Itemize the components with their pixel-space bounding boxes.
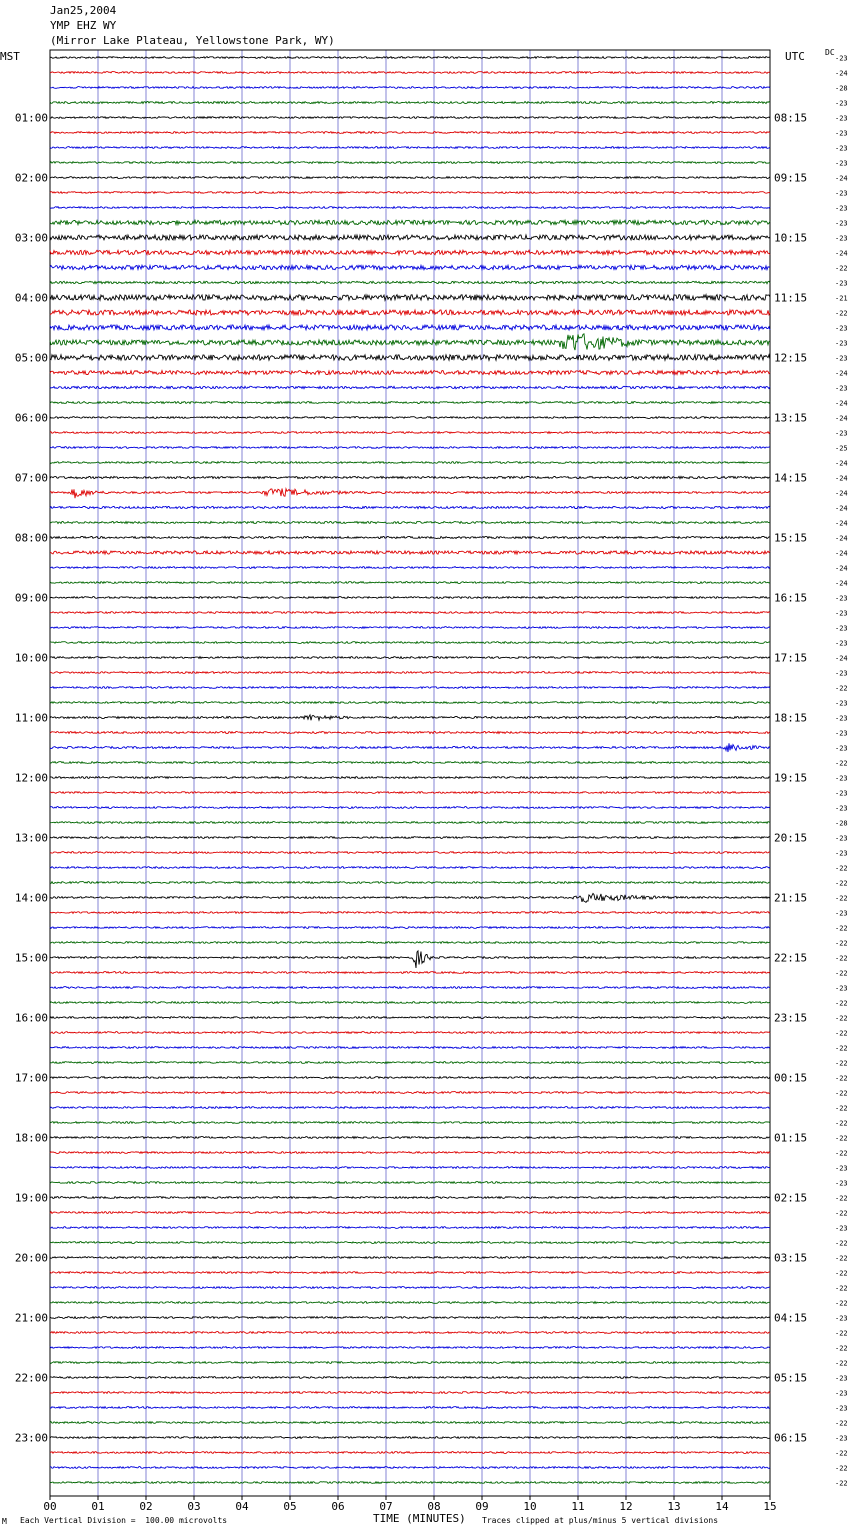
dc-offset-label: -23 xyxy=(835,1374,848,1383)
trace-line xyxy=(50,476,770,478)
dc-offset-label: -23 xyxy=(835,1389,848,1398)
clip-note: Traces clipped at plus/minus 5 vertical divisions xyxy=(482,1516,719,1525)
trace-line xyxy=(50,1362,770,1364)
dc-offset-label: -22 xyxy=(835,1269,848,1278)
dc-offset-label: -22 xyxy=(835,1119,848,1128)
mst-time-label: 20:00 xyxy=(14,1251,48,1265)
x-tick-label: 14 xyxy=(715,1500,729,1513)
dc-offset-label: -22 xyxy=(835,954,848,963)
utc-time-label: 03:15 xyxy=(774,1251,808,1265)
trace-line xyxy=(50,837,770,839)
utc-time-label: 16:15 xyxy=(774,591,808,605)
utc-time-label: 01:15 xyxy=(774,1131,808,1145)
trace-line xyxy=(50,506,770,508)
dc-offset-label: -22 xyxy=(835,1239,848,1248)
dc-offset-label: -24 xyxy=(835,414,848,423)
mst-time-label: 03:00 xyxy=(14,231,48,245)
x-tick-label: 06 xyxy=(331,1500,345,1513)
utc-time-label: 04:15 xyxy=(774,1311,808,1325)
mst-time-label: 18:00 xyxy=(14,1131,48,1145)
dc-offset-label: -23 xyxy=(835,144,848,153)
dc-offset-label: -24 xyxy=(835,504,848,513)
dc-offset-label: -23 xyxy=(835,834,848,843)
trace-line xyxy=(50,1167,770,1169)
trace-line xyxy=(50,1272,770,1274)
utc-time-label: 09:15 xyxy=(774,171,808,185)
dc-offset-label: -23 xyxy=(835,729,848,738)
dc-offset-label: -23 xyxy=(835,324,848,333)
trace-line xyxy=(50,1242,770,1244)
dc-offset-label: -23 xyxy=(835,1224,848,1233)
utc-time-label: 00:15 xyxy=(774,1071,808,1085)
dc-offset-label: -22 xyxy=(835,1299,848,1308)
utc-time-label: 02:15 xyxy=(774,1191,808,1205)
dc-offset-label: -22 xyxy=(835,1149,848,1158)
utc-time-label: 06:15 xyxy=(774,1431,808,1445)
x-tick-label: 10 xyxy=(523,1500,537,1513)
dc-offset-label: -23 xyxy=(835,624,848,633)
corner-mark: M xyxy=(2,1517,7,1526)
dc-offset-label: -23 xyxy=(835,699,848,708)
dc-offset-label: -23 xyxy=(835,159,848,168)
dc-offset-label: -22 xyxy=(835,1044,848,1053)
dc-offset-label: -23 xyxy=(835,54,848,63)
trace-line xyxy=(50,912,770,914)
trace-line xyxy=(50,1257,770,1259)
trace-line xyxy=(50,687,770,689)
x-tick-label: 08 xyxy=(427,1500,441,1513)
trace-line xyxy=(50,743,770,752)
dc-offset-label: -23 xyxy=(835,114,848,123)
trace-line xyxy=(50,334,770,350)
trace-line xyxy=(50,371,770,375)
trace-line xyxy=(50,1077,770,1079)
dc-offset-label: -24 xyxy=(835,69,848,78)
dc-offset-label: -24 xyxy=(835,249,848,258)
trace-line xyxy=(50,57,770,59)
dc-offset-label: -23 xyxy=(835,714,848,723)
mst-time-label: 15:00 xyxy=(14,951,48,965)
dc-offset-label: -23 xyxy=(835,129,848,138)
trace-line xyxy=(50,1107,770,1109)
trace-line xyxy=(50,402,770,404)
trace-line xyxy=(50,1197,770,1199)
dc-offset-label: -23 xyxy=(835,594,848,603)
trace-line xyxy=(50,551,770,554)
trace-line xyxy=(50,582,770,584)
dc-offset-label: -24 xyxy=(835,579,848,588)
trace-line xyxy=(50,1392,770,1394)
trace-line xyxy=(50,672,770,674)
trace-line xyxy=(50,1152,770,1154)
trace-line xyxy=(50,972,770,974)
header-station: YMP EHZ WY xyxy=(50,19,117,32)
dc-offset-label: -23 xyxy=(835,609,848,618)
trace-line xyxy=(50,1287,770,1289)
mst-time-label: 22:00 xyxy=(14,1371,48,1385)
trace-line xyxy=(50,147,770,149)
trace-line xyxy=(50,537,770,539)
trace-line xyxy=(50,265,770,269)
trace-line xyxy=(50,1377,770,1379)
dc-offset-label: -23 xyxy=(835,1179,848,1188)
trace-line xyxy=(50,447,770,449)
trace-line xyxy=(50,281,770,283)
dc-offset-label: -23 xyxy=(835,804,848,813)
trace-line xyxy=(50,1032,770,1034)
utc-time-label: 19:15 xyxy=(774,771,808,785)
trace-line xyxy=(50,87,770,89)
x-tick-label: 15 xyxy=(763,1500,777,1513)
utc-time-label: 22:15 xyxy=(774,951,808,965)
dc-offset-label: -23 xyxy=(835,744,848,753)
dc-offset-label: -23 xyxy=(835,1434,848,1443)
dc-offset-label: -23 xyxy=(835,1404,848,1413)
trace-line xyxy=(50,927,770,929)
utc-time-label: 14:15 xyxy=(774,471,808,485)
dc-offset-label: -22 xyxy=(835,1194,848,1203)
dc-offset-label: -23 xyxy=(835,669,848,678)
trace-line xyxy=(50,462,770,464)
trace-line xyxy=(50,1437,770,1439)
x-axis-label: TIME (MINUTES) xyxy=(373,1512,466,1525)
trace-line xyxy=(50,1017,770,1019)
trace-line xyxy=(50,1182,770,1184)
trace-line xyxy=(50,627,770,629)
utc-time-label: 23:15 xyxy=(774,1011,808,1025)
x-tick-label: 12 xyxy=(619,1500,633,1513)
dc-offset-label: -22 xyxy=(835,879,848,888)
left-axis-title: MST xyxy=(0,50,20,63)
trace-line xyxy=(50,822,770,824)
utc-time-label: 20:15 xyxy=(774,831,808,845)
mst-time-label: 14:00 xyxy=(14,891,48,905)
trace-line xyxy=(50,417,770,419)
dc-offset-label: -22 xyxy=(835,1329,848,1338)
trace-line xyxy=(50,489,770,499)
dc-offset-label: -24 xyxy=(835,399,848,408)
trace-line xyxy=(50,177,770,179)
trace-line xyxy=(50,732,770,734)
trace-line xyxy=(50,1467,770,1469)
dc-offset-label: -24 xyxy=(835,174,848,183)
dc-offset-label: -28 xyxy=(835,819,848,828)
trace-line xyxy=(50,132,770,134)
trace-line xyxy=(50,250,770,254)
trace-line xyxy=(50,1212,770,1214)
trace-line xyxy=(50,951,770,968)
dc-offset-label: -22 xyxy=(835,1284,848,1293)
utc-time-label: 13:15 xyxy=(774,411,808,425)
x-tick-label: 13 xyxy=(667,1500,681,1513)
trace-line xyxy=(50,852,770,854)
trace-line xyxy=(50,567,770,569)
dc-offset-label: -23 xyxy=(835,849,848,858)
trace-line xyxy=(50,1347,770,1349)
dc-offset-label: -24 xyxy=(835,564,848,573)
trace-line xyxy=(50,1092,770,1094)
trace-line xyxy=(50,1122,770,1124)
trace-line xyxy=(50,882,770,884)
mst-time-label: 02:00 xyxy=(14,171,48,185)
dc-offset-label: -22 xyxy=(835,1479,848,1488)
trace-line xyxy=(50,715,770,720)
dc-offset-label: -28 xyxy=(835,84,848,93)
dc-offset-label: -24 xyxy=(835,489,848,498)
dc-axis-title: DC xyxy=(825,48,835,57)
trace-line xyxy=(50,235,770,240)
trace-line xyxy=(50,522,770,524)
dc-offset-label: -22 xyxy=(835,939,848,948)
dc-offset-label: -25 xyxy=(835,444,848,453)
dc-offset-label: -22 xyxy=(835,894,848,903)
trace-line xyxy=(50,102,770,104)
dc-offset-label: -23 xyxy=(835,789,848,798)
dc-offset-label: -22 xyxy=(835,969,848,978)
mst-time-label: 10:00 xyxy=(14,651,48,665)
dc-offset-label: -24 xyxy=(835,534,848,543)
trace-line xyxy=(50,1047,770,1049)
trace-line xyxy=(50,117,770,119)
trace-line xyxy=(50,192,770,194)
trace-line xyxy=(50,1317,770,1319)
dc-offset-label: -22 xyxy=(835,999,848,1008)
trace-line xyxy=(50,642,770,644)
dc-offset-label: -23 xyxy=(835,1164,848,1173)
dc-offset-label: -22 xyxy=(835,309,848,318)
utc-time-label: 15:15 xyxy=(774,531,808,545)
trace-line xyxy=(50,72,770,74)
dc-offset-label: -22 xyxy=(835,1464,848,1473)
mst-time-label: 01:00 xyxy=(14,111,48,125)
dc-offset-label: -22 xyxy=(835,1134,848,1143)
trace-line xyxy=(50,657,770,659)
dc-offset-label: -24 xyxy=(835,549,848,558)
trace-line xyxy=(50,702,770,704)
trace-line xyxy=(50,1302,770,1304)
trace-line xyxy=(50,295,770,301)
mst-time-label: 07:00 xyxy=(14,471,48,485)
dc-offset-label: -23 xyxy=(835,339,848,348)
trace-line xyxy=(50,762,770,764)
dc-offset-label: -22 xyxy=(835,1089,848,1098)
dc-offset-label: -22 xyxy=(835,1014,848,1023)
mst-time-label: 11:00 xyxy=(14,711,48,725)
header-date: Jan25,2004 xyxy=(50,4,117,17)
utc-time-label: 21:15 xyxy=(774,891,808,905)
mst-time-label: 19:00 xyxy=(14,1191,48,1205)
utc-time-label: 10:15 xyxy=(774,231,808,245)
dc-offset-label: -23 xyxy=(835,234,848,243)
dc-offset-label: -22 xyxy=(835,1059,848,1068)
header-location: (Mirror Lake Plateau, Yellowstone Park, WY) xyxy=(50,34,335,47)
dc-offset-label: -22 xyxy=(835,759,848,768)
x-tick-label: 09 xyxy=(475,1500,489,1513)
trace-line xyxy=(50,355,770,361)
x-tick-label: 07 xyxy=(379,1500,393,1513)
trace-line xyxy=(50,1137,770,1139)
trace-line xyxy=(50,867,770,869)
trace-line xyxy=(50,777,770,779)
dc-offset-label: -22 xyxy=(835,1419,848,1428)
mst-time-label: 21:00 xyxy=(14,1311,48,1325)
scale-note: Each Vertical Division = 100.00 microvolts xyxy=(20,1516,228,1525)
mst-time-label: 12:00 xyxy=(14,771,48,785)
dc-offset-label: -24 xyxy=(835,654,848,663)
utc-time-label: 08:15 xyxy=(774,111,808,125)
dc-offset-label: -22 xyxy=(835,1359,848,1368)
dc-offset-label: -24 xyxy=(835,474,848,483)
x-tick-label: 04 xyxy=(235,1500,249,1513)
dc-offset-label: -22 xyxy=(835,864,848,873)
mst-time-label: 23:00 xyxy=(14,1431,48,1445)
dc-offset-label: -22 xyxy=(835,924,848,933)
dc-offset-label: -23 xyxy=(835,279,848,288)
trace-line xyxy=(50,1422,770,1424)
trace-line xyxy=(50,792,770,794)
trace-line xyxy=(50,386,770,388)
utc-time-label: 05:15 xyxy=(774,1371,808,1385)
trace-line xyxy=(50,325,770,330)
x-tick-label: 03 xyxy=(187,1500,201,1513)
trace-line xyxy=(50,1452,770,1454)
utc-time-label: 17:15 xyxy=(774,651,808,665)
trace-line xyxy=(50,1227,770,1229)
dc-offset-label: -22 xyxy=(835,1029,848,1038)
dc-offset-label: -22 xyxy=(835,684,848,693)
utc-time-label: 18:15 xyxy=(774,711,808,725)
trace-line xyxy=(50,807,770,809)
trace-line xyxy=(50,1482,770,1484)
dc-offset-label: -24 xyxy=(835,459,848,468)
dc-offset-label: -21 xyxy=(835,294,848,303)
trace-line xyxy=(50,1002,770,1004)
dc-offset-label: -23 xyxy=(835,204,848,213)
dc-offset-label: -22 xyxy=(835,1104,848,1113)
dc-offset-label: -22 xyxy=(835,264,848,273)
mst-time-label: 06:00 xyxy=(14,411,48,425)
x-tick-label: 01 xyxy=(91,1500,105,1513)
mst-time-label: 05:00 xyxy=(14,351,48,365)
dc-offset-label: -23 xyxy=(835,909,848,918)
mst-time-label: 16:00 xyxy=(14,1011,48,1025)
dc-offset-label: -24 xyxy=(835,519,848,528)
trace-line xyxy=(50,893,770,902)
right-axis-title: UTC xyxy=(785,50,805,63)
dc-offset-label: -22 xyxy=(835,1449,848,1458)
dc-offset-label: -23 xyxy=(835,984,848,993)
trace-line xyxy=(50,612,770,614)
dc-offset-label: -22 xyxy=(835,1344,848,1353)
trace-line xyxy=(50,942,770,944)
x-tick-label: 00 xyxy=(43,1500,57,1513)
dc-offset-label: -23 xyxy=(835,639,848,648)
dc-offset-label: -23 xyxy=(835,1314,848,1323)
trace-line xyxy=(50,432,770,434)
trace-line xyxy=(50,220,770,224)
trace-line xyxy=(50,1332,770,1334)
trace-line xyxy=(50,1062,770,1064)
dc-offset-label: -23 xyxy=(835,189,848,198)
trace-line xyxy=(50,987,770,989)
dc-offset-label: -23 xyxy=(835,429,848,438)
dc-offset-label: -23 xyxy=(835,99,848,108)
mst-time-label: 04:00 xyxy=(14,291,48,305)
dc-offset-label: -23 xyxy=(835,354,848,363)
trace-line xyxy=(50,1407,770,1409)
x-tick-label: 05 xyxy=(283,1500,297,1513)
dc-offset-label: -24 xyxy=(835,369,848,378)
trace-line xyxy=(50,597,770,599)
dc-offset-label: -22 xyxy=(835,1254,848,1263)
x-tick-label: 11 xyxy=(571,1500,585,1513)
x-tick-label: 02 xyxy=(139,1500,153,1513)
dc-offset-label: -22 xyxy=(835,1074,848,1083)
trace-line xyxy=(50,162,770,164)
utc-time-label: 12:15 xyxy=(774,351,808,365)
mst-time-label: 13:00 xyxy=(14,831,48,845)
mst-time-label: 17:00 xyxy=(14,1071,48,1085)
utc-time-label: 11:15 xyxy=(774,291,808,305)
dc-offset-label: -22 xyxy=(835,1209,848,1218)
mst-time-label: 08:00 xyxy=(14,531,48,545)
trace-line xyxy=(50,310,770,315)
dc-offset-label: -23 xyxy=(835,384,848,393)
mst-time-label: 09:00 xyxy=(14,591,48,605)
trace-line xyxy=(50,207,770,209)
dc-offset-label: -23 xyxy=(835,219,848,228)
dc-offset-label: -23 xyxy=(835,774,848,783)
